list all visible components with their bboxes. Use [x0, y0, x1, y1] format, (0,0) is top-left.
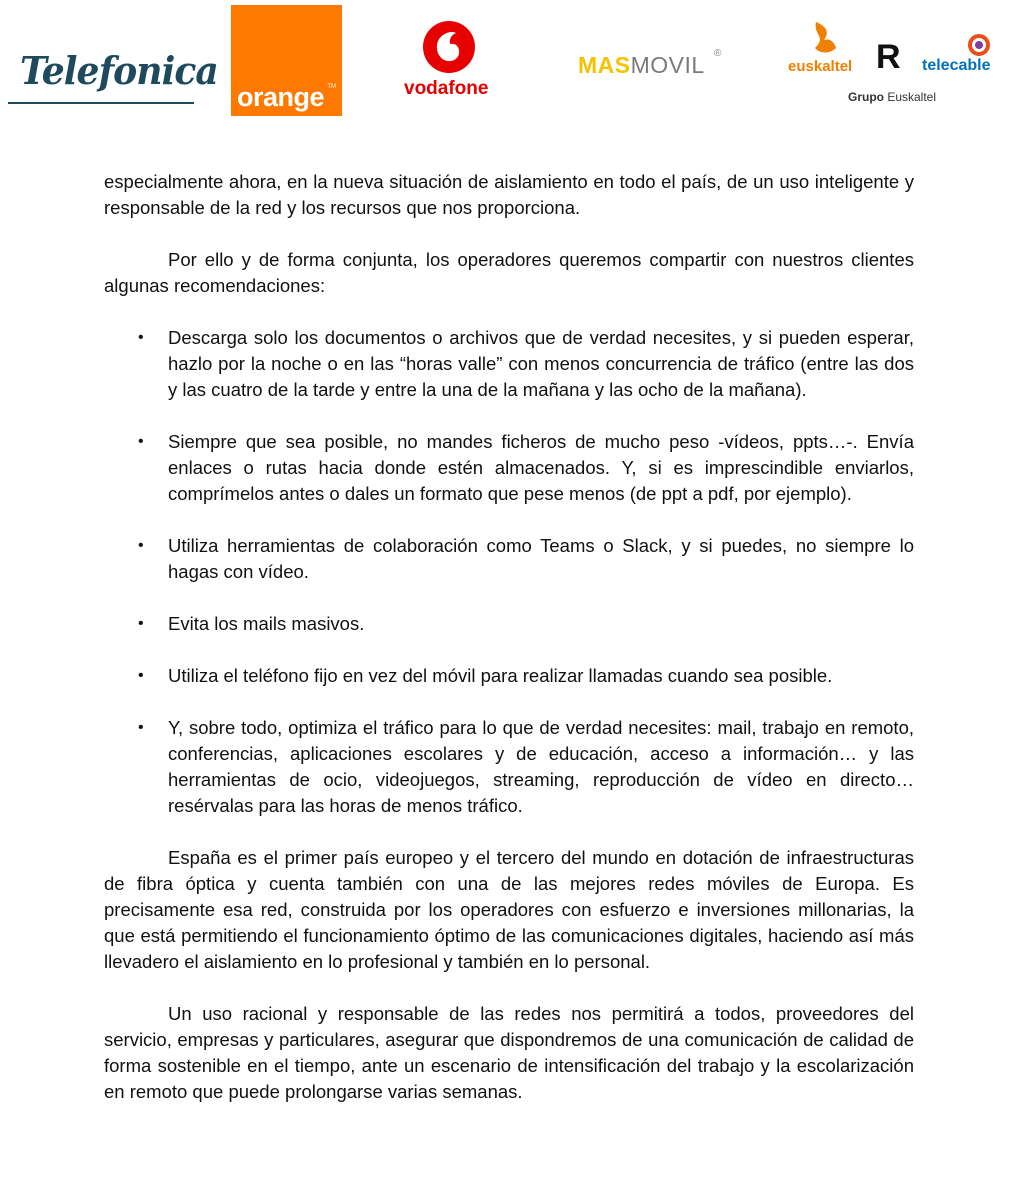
- vodafone-logo-text: vodafone: [404, 78, 489, 99]
- list-item: [104, 325, 914, 403]
- list-item: [104, 429, 914, 507]
- orange-logo-text: orange: [237, 82, 325, 112]
- grupo-euskaltel-logos: [788, 18, 1008, 108]
- euskaltel-flame-icon: [812, 20, 838, 56]
- masmovil-logo-movil: MOVIL: [630, 52, 705, 78]
- telefonica-logo-text: Telefonica: [20, 48, 218, 93]
- list-item: [104, 715, 914, 819]
- bullet-icon: •: [138, 667, 144, 684]
- orange-logo: [231, 5, 342, 116]
- telefonica-logo-underline: [8, 102, 194, 104]
- bullet-icon: •: [138, 719, 144, 736]
- masmovil-logo-registered: ®: [714, 48, 722, 59]
- list-item-text: Y, sobre todo, optimiza el tráfico para lo que de verdad necesites: mail, trabajo en remoto, conferencias, aplicaciones escolares y de educación, acceso a información… y las herramientas de ocio, videojuegos, streaming, reproducción de vídeo en directo… resérvalas para las horas de menos tráfico.: [168, 717, 914, 816]
- bullet-icon: •: [138, 329, 144, 346]
- list-item-text: Utiliza el teléfono fijo en vez del móvil para realizar llamadas cuando sea posible.: [168, 665, 833, 686]
- closing-paragraph: Un uso racional y responsable de las redes nos permitirá a todos, proveedores del servicio, empresas y particulares, asegurar que dispondremos de una comunicación de calidad de forma sostenible en el tiempo, ante un escenario de intensificación del trabajo y la escolarización en remoto que puede prolongarse varias semanas.: [104, 1003, 914, 1102]
- intro-paragraph: especialmente ahora, en la nueva situación de aislamiento en todo el país, de un uso inteligente y responsable de la red y los recursos que nos proporciona.: [104, 171, 914, 218]
- masmovil-logo-mas: MAS: [578, 52, 631, 78]
- orange-logo-tm: TM: [327, 84, 336, 90]
- telefonica-logo: [8, 48, 218, 110]
- masmovil-logo: [578, 48, 728, 82]
- grupo-euskaltel-text: [848, 90, 936, 104]
- telecable-logo-text: telecable: [922, 57, 991, 74]
- bullet-icon: •: [138, 433, 144, 450]
- recommendations-intro-paragraph: Por ello y de forma conjunta, los operadores queremos compartir con nuestros clientes algunas recomendaciones:: [104, 249, 914, 296]
- bullet-icon: •: [138, 537, 144, 554]
- grupo-word: Grupo: [848, 90, 884, 104]
- telecable-ring-icon: [968, 34, 990, 56]
- recommendations-list: [104, 325, 914, 819]
- spain-infrastructure-paragraph: España es el primer país europeo y el tercero del mundo en dotación de infraestructuras de fibra óptica y cuenta también con una de las mejores redes móviles de Europa. Es precisamente esa red, construida por los operadores con esfuerzo e inversiones millonarias, la que está permitiendo el funcionamiento óptimo de las comunicaciones digitales, haciendo así más llevadero el aislamiento en lo profesional y también en lo personal.: [104, 847, 914, 972]
- bullet-icon: •: [138, 615, 144, 632]
- euskaltel-logo-text: euskaltel: [788, 58, 853, 75]
- list-item-text: Siempre que sea posible, no mandes ficheros de mucho peso -vídeos, ppts…-. Envía enlaces o rutas hacia donde estén almacenados. Y, si es imprescindible enviarlos, comprímelos antes o dales un formato que pese menos (de ppt a pdf, por ejemplo).: [168, 431, 914, 504]
- list-item-text: Descarga solo los documentos o archivos que de verdad necesites, y si pueden esperar, hazlo por la noche o en las “horas valle” con menos concurrencia de tráfico (entre las dos y las cuatro de la tarde y entre la una de la mañana y las ocho de la mañana).: [168, 327, 914, 400]
- vodafone-speechmark-icon: [420, 20, 478, 74]
- list-item-text: Evita los mails masivos.: [168, 613, 365, 634]
- document-body: [104, 169, 914, 1131]
- list-item: [104, 533, 914, 585]
- vodafone-logo: [402, 20, 502, 102]
- list-item: [104, 663, 914, 689]
- euskaltel-word: Euskaltel: [884, 90, 937, 104]
- r-logo: R: [876, 38, 901, 76]
- list-item: [104, 611, 914, 637]
- list-item-text: Utiliza herramientas de colaboración como Teams o Slack, y si puedes, no siempre lo hagas con vídeo.: [168, 535, 914, 582]
